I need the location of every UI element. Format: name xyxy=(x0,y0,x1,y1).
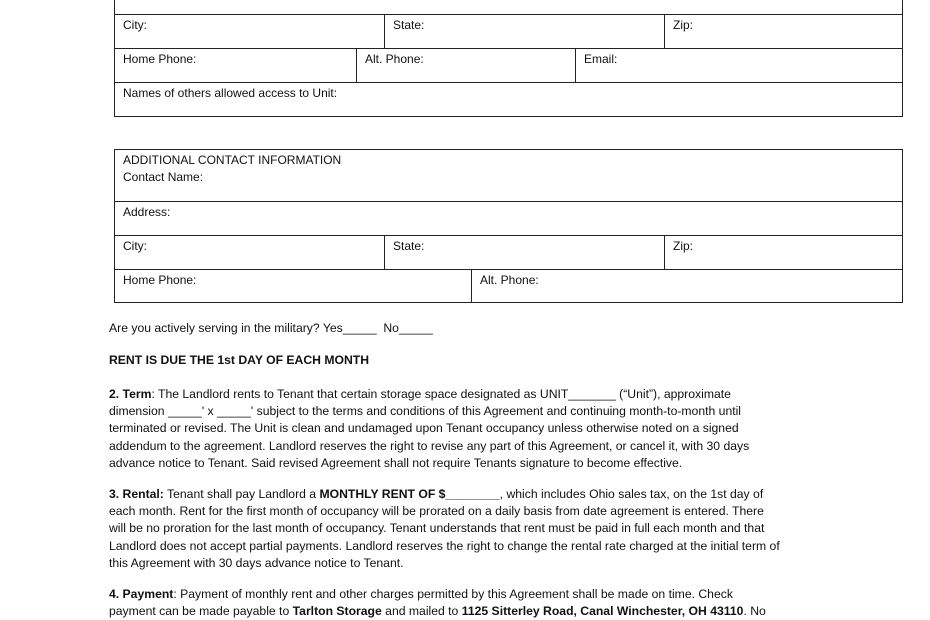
contact-home-phone-field[interactable] xyxy=(115,270,471,302)
term-line-3: terminated or revised. The Unit is clean and undamaged upon Tenant occupancy unless otherwise noted on a signed xyxy=(109,421,739,436)
contact-alt-phone-label: Alt. Phone: xyxy=(480,273,539,287)
city-field[interactable] xyxy=(115,15,384,48)
alt-phone-label: Alt. Phone: xyxy=(365,52,424,66)
contact-city-field[interactable] xyxy=(115,236,384,269)
contact-address-row xyxy=(115,201,902,235)
email-field[interactable] xyxy=(575,49,902,82)
contact-address-label: Address: xyxy=(123,205,171,219)
term-line-1: 2. Term: The Landlord rents to Tenant that certain storage space designated as UNIT_______ (“Unit”), approximate xyxy=(109,387,731,401)
contact-phone-row xyxy=(115,269,902,302)
home-phone-label: Home Phone: xyxy=(123,52,197,66)
others-access-label: Names of others allowed access to Unit: xyxy=(123,86,338,100)
contact-name-row xyxy=(115,150,902,201)
contact-home-phone-label: Home Phone: xyxy=(123,273,197,287)
contact-address-field[interactable] xyxy=(115,202,902,235)
state-field[interactable] xyxy=(384,15,664,48)
rental-line-2: each month. Rent for the first month of occupancy will be prorated on a daily basis from date agreement is entered. There xyxy=(109,504,764,519)
additional-contact-table xyxy=(114,149,903,303)
city-state-zip-row xyxy=(115,14,902,48)
payment-number: 4. Payment xyxy=(109,587,174,601)
section-term xyxy=(109,386,809,472)
payee-name: Tarlton Storage xyxy=(292,604,382,619)
contact-alt-phone-field[interactable] xyxy=(471,270,902,302)
alt-phone-field[interactable] xyxy=(356,49,575,82)
rental-number: 3. Rental: xyxy=(109,487,164,501)
tenant-info-table xyxy=(114,0,903,117)
address-row-partial xyxy=(115,0,902,15)
rental-line-4: Landlord does not accept partial payments. Landlord reserves the right to change the rental rate charged at the initial term of xyxy=(109,538,780,553)
rent-due-heading: RENT IS DUE THE 1st DAY OF EACH MONTH xyxy=(109,353,370,367)
zip-field[interactable] xyxy=(664,15,902,48)
contact-zip-label: Zip: xyxy=(673,239,694,253)
contact-state-label: State: xyxy=(393,239,425,253)
city-label: City: xyxy=(123,18,147,32)
section-payment xyxy=(109,586,809,620)
contact-city-state-zip-row xyxy=(115,235,902,269)
term-number: 2. Term xyxy=(109,387,152,401)
phone-email-row xyxy=(115,48,902,82)
military-question: Are you actively serving in the military? Yes_____ No_____ xyxy=(109,321,433,335)
state-label: State: xyxy=(393,18,425,32)
contact-name-label: Contact Name: xyxy=(123,170,204,184)
rental-line-1: 3. Rental: Tenant shall pay Landlord a MONTHLY RENT OF $________, which includes Ohio sales tax, on the 1st day of xyxy=(109,487,764,501)
others-access-row xyxy=(115,82,902,116)
term-line-4: addendum to the agreement. Landlord reserves the right to revise any part of this Agreement, or cancel it, with 30 days xyxy=(109,438,750,453)
payment-line-2: payment can be made payable to Tarlton Storage and mailed to 1125 Sitterley Road, Canal Winchester, OH 43110. No xyxy=(109,604,766,619)
term-line-5: advance notice to Tenant. Said revised Agreement shall not require Tenants signature to become effective. xyxy=(109,455,683,470)
zip-label: Zip: xyxy=(673,18,694,32)
mailing-address: 1125 Sitterley Road, Canal Winchester, OH 43110 xyxy=(461,604,744,619)
payment-line-1: 4. Payment: Payment of monthly rent and other charges permitted by this Agreement shall be made on time. Check xyxy=(109,587,733,601)
email-label: Email: xyxy=(584,52,618,66)
contact-name-field[interactable] xyxy=(115,150,902,201)
contact-state-field[interactable] xyxy=(384,236,664,269)
rental-line-5: this Agreement with 30 days advance notice to Tenant. xyxy=(109,555,404,570)
section-rental xyxy=(109,486,809,572)
rental-line-3: will be no proration for the last month of occupancy. Tenant understands that rent must be paid in full each month and that xyxy=(109,521,765,536)
contact-zip-field[interactable] xyxy=(664,236,902,269)
home-phone-field[interactable] xyxy=(115,49,356,82)
others-access-field[interactable] xyxy=(115,83,902,116)
monthly-rent-amount: MONTHLY RENT OF $________ xyxy=(319,487,500,501)
term-line-2: dimension _____' x _____' subject to the terms and conditions of this Agreement and continuing month-to-month until xyxy=(109,404,742,419)
additional-contact-heading: ADDITIONAL CONTACT INFORMATION xyxy=(123,153,342,167)
contact-city-label: City: xyxy=(123,239,147,253)
